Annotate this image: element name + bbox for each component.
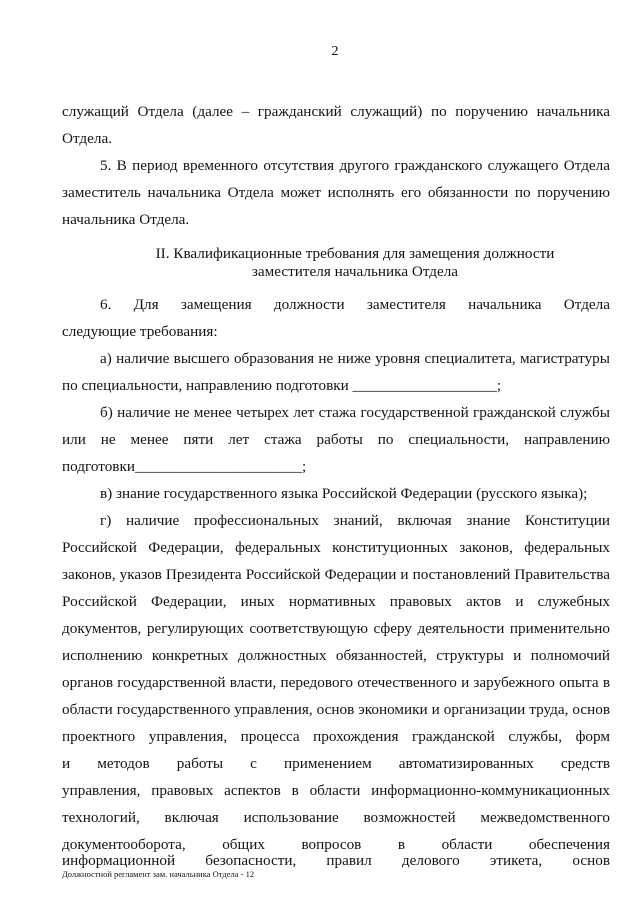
section-heading: II. Квалификационные требования для замещения должности <box>155 245 555 262</box>
page-number: 2 <box>331 44 339 59</box>
text-line: области государственного управления, основ экономики и организации труда, основ <box>62 701 610 718</box>
text-line: технологий, включая использование возможностей межведомственного <box>62 809 610 826</box>
text-line: Российской Федерации, иных нормативных правовых актов и служебных <box>62 593 610 610</box>
paragraph-5-line: 5. В период временного отсутствия другого гражданского служащего Отдела <box>100 157 610 174</box>
text-line: следующие требования: <box>62 323 218 340</box>
text-line: Российской Федерации, федеральных конституционных законов, федеральных <box>62 539 610 556</box>
text-line: Отдела. <box>62 130 112 147</box>
item-b-line: б) наличие не менее четырех лет стажа государственной гражданской службы <box>100 404 610 421</box>
text-line: служащий Отдела (далее – гражданский служащий) по поручению начальника <box>62 103 610 120</box>
text-line: информационной безопасности, правил делового этикета, основ <box>62 852 610 869</box>
text-line: начальника Отдела. <box>62 211 190 228</box>
text-line: или не менее пяти лет стажа работы по специальности, направлению <box>62 431 610 448</box>
footer-note: Должностной регламент зам. начальника Отдела - 12 <box>62 869 255 879</box>
text-line: документов, регулирующих соответствующую сферу деятельности применительно <box>62 620 610 637</box>
item-g-line: г) наличие профессиональных знаний, включая знание Конституции <box>100 512 610 529</box>
text-line: заместитель начальника Отдела может исполнять его обязанности по поручению <box>62 184 610 201</box>
section-heading-line2: заместителя начальника Отдела <box>251 263 459 280</box>
text-line: органов государственной власти, передового отечественного и зарубежного опыта в <box>62 674 610 691</box>
text-line: и методов работы с применением автоматизированных средств <box>62 755 610 772</box>
text-line: проектного управления, процесса прохождения гражданской службы, форм <box>62 728 610 745</box>
text-line: по специальности, направлению подготовки ___________________; <box>62 377 502 394</box>
item-v-line: в) знание государственного языка Российской Федерации (русского языка); <box>100 485 588 502</box>
text-line: подготовки______________________; <box>62 458 307 475</box>
text-line: исполнению конкретных должностных обязанностей, структуры и полномочий <box>62 647 610 664</box>
text-line: документооборота, общих вопросов в области обеспечения <box>62 836 610 853</box>
text-line: законов, указов Президента Российской Федерации и постановлений Правительства <box>62 566 610 583</box>
paragraph-6-line: 6. Для замещения должности заместителя начальника Отдела <box>100 296 610 313</box>
item-a-line: а) наличие высшего образования не ниже уровня специалитета, магистратуры <box>100 350 610 367</box>
text-line: управления, правовых аспектов в области информационно-коммуникационных <box>62 782 610 799</box>
